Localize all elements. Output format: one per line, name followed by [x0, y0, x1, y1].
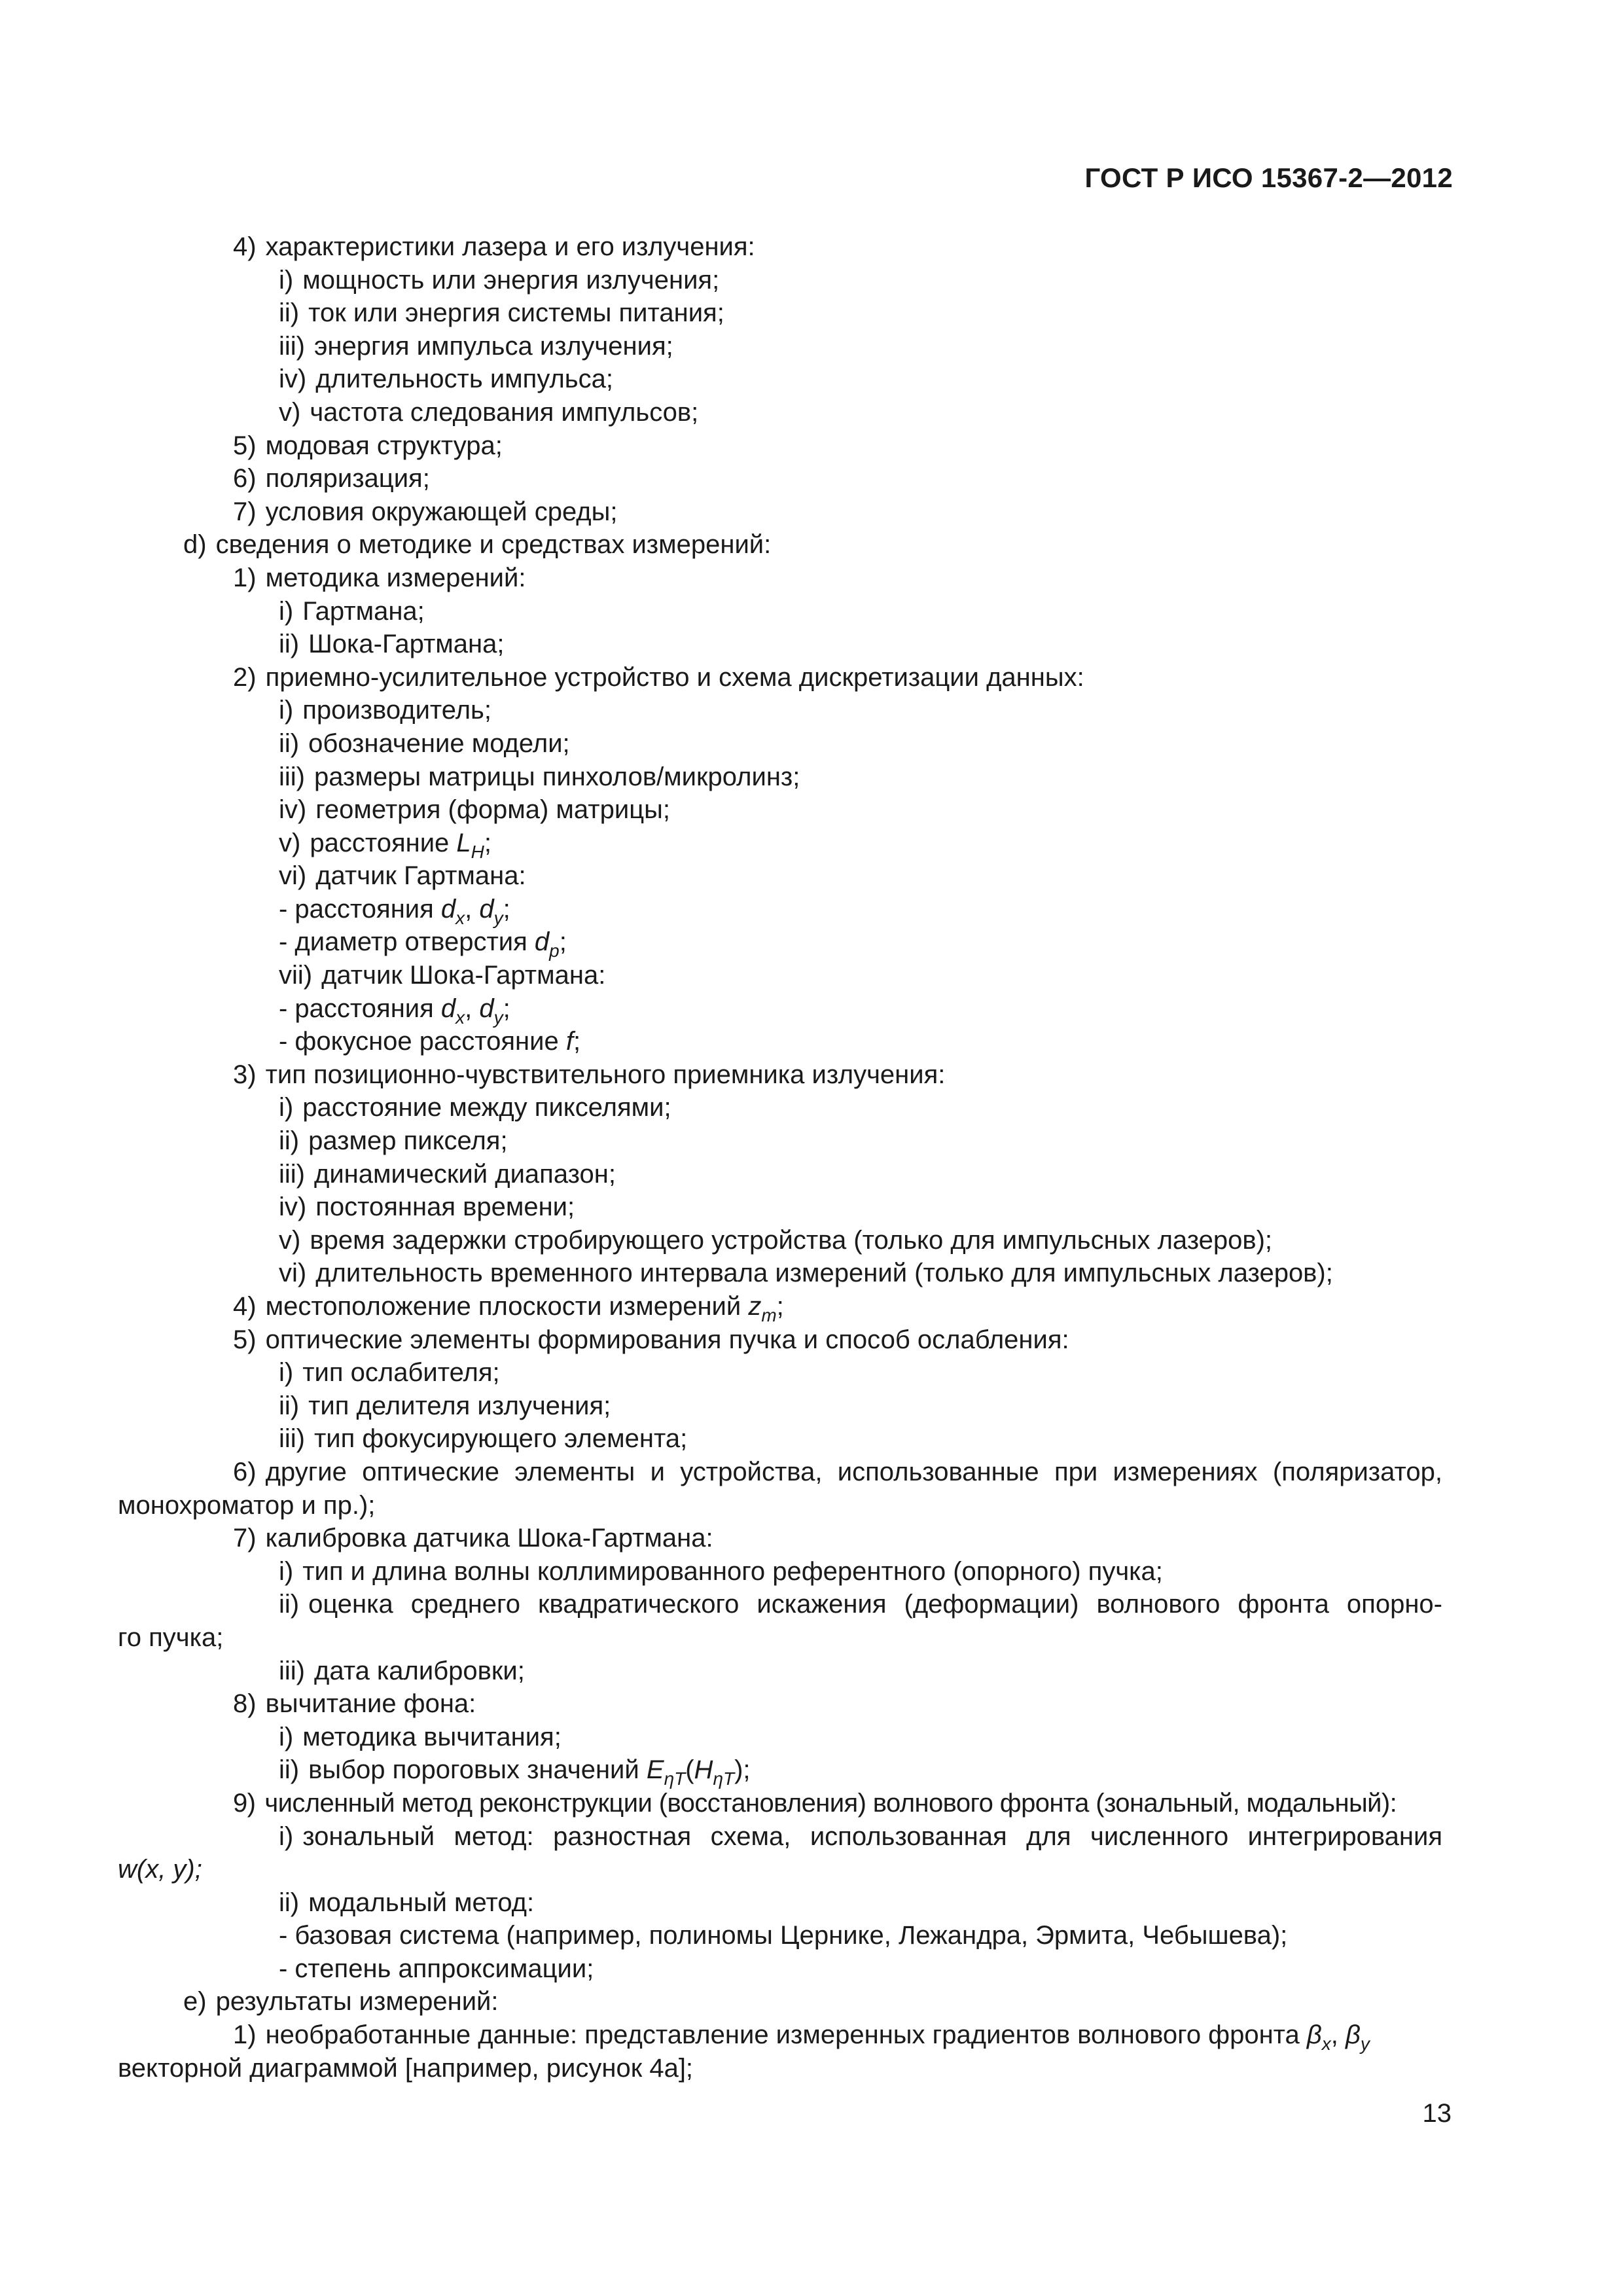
- list-item: 6) другие оптические элементы и устройства, использованные при измерениях (поляризатор,: [233, 1457, 1442, 1486]
- list-item: iii) дата калибровки;: [279, 1656, 525, 1685]
- list-item: 4) характеристики лазера и его излучения:: [233, 232, 755, 261]
- list-item: i) Гартмана;: [279, 596, 425, 626]
- list-item-continuation: монохроматор и пр.);: [118, 1490, 376, 1520]
- list-item: iii) тип фокусирующего элемента;: [279, 1424, 688, 1454]
- list-item: iv) длительность импульса;: [279, 365, 613, 394]
- list-item: 4) местоположение плоскости измерений $z_m$;: [233, 1292, 784, 1325]
- list-item: 1) необработанные данные: представление измеренных градиентов волнового фронта $\beta_x$, $\beta_y$: [233, 2020, 1370, 2054]
- list-item-continuation: w(x, y);: [118, 1855, 202, 1884]
- section-item: e) результаты измерений:: [183, 1987, 499, 2017]
- list-item: 8) вычитание фона:: [233, 1689, 476, 1719]
- list-item: - степень аппроксимации;: [279, 1954, 594, 1983]
- list-item: iii) размеры матрицы пинхолов/микролинз;: [279, 762, 800, 791]
- list-item: i) производитель;: [279, 696, 491, 725]
- list-item: 5) оптические элементы формирования пучка и способ ослабления:: [233, 1325, 1069, 1354]
- list-item: i) тип ослабителя;: [279, 1358, 500, 1388]
- list-item: i) тип и длина волны коллимированного референтного (опорного) пучка;: [279, 1556, 1163, 1586]
- list-item: - базовая система (например, полиномы Цернике, Лежандра, Эрмита, Чебышева);: [279, 1921, 1288, 1950]
- list-item: ii) оценка среднего квадратического искажения (деформации) волнового фронта опорно-: [279, 1590, 1442, 1619]
- list-item: 7) условия окружающей среды;: [233, 497, 618, 526]
- document-header: ГОСТ Р ИСО 15367-2—2012: [1084, 162, 1453, 193]
- list-item: 3) тип позиционно-чувствительного приемника излучения:: [233, 1060, 946, 1089]
- list-item: ii) обозначение модели;: [279, 728, 570, 758]
- list-item: 9) численный метод реконструкции (восстановления) волнового фронта (зональный, модальный):: [233, 1788, 1397, 1818]
- list-item: ii) тип делителя излучения;: [279, 1391, 611, 1420]
- list-item: - расстояния $d_x$, $d_y$;: [279, 994, 510, 1028]
- list-item: 2) приемно-усилительное устройство и схема дискретизации данных:: [233, 662, 1084, 692]
- list-item: v) расстояние $L_H$;: [279, 828, 492, 862]
- section-item: d) сведения о методике и средствах измерений:: [183, 530, 772, 560]
- list-item: vi) длительность временного интервала измерений (только для импульсных лазеров);: [279, 1259, 1333, 1288]
- list-item: vii) датчик Шока-Гартмана:: [279, 961, 606, 990]
- list-item: 6) поляризация;: [233, 464, 430, 493]
- list-item: iii) энергия импульса излучения;: [279, 331, 673, 361]
- page-number: 13: [1422, 2099, 1452, 2128]
- list-item: iv) геометрия (форма) матрицы;: [279, 795, 670, 825]
- list-item: i) методика вычитания;: [279, 1722, 562, 1751]
- list-item: - расстояния $d_x$, $d_y$;: [279, 894, 510, 928]
- list-item: ii) ток или энергия системы питания;: [279, 298, 724, 328]
- list-item-continuation: го пучка;: [118, 1623, 224, 1652]
- document-body: [118, 230, 1442, 2085]
- list-item: 7) калибровка датчика Шока-Гартмана:: [233, 1524, 713, 1553]
- list-item: v) время задержки стробирующего устройства (только для импульсных лазеров);: [279, 1225, 1273, 1255]
- list-item: 1) методика измерений:: [233, 563, 526, 592]
- list-item: ii) размер пикселя;: [279, 1126, 508, 1156]
- list-item: i) зональный метод: разностная схема, использованная для численного интегрирования: [279, 1821, 1442, 1851]
- list-item: vi) датчик Гартмана:: [279, 861, 526, 891]
- list-item: - фокусное расстояние f;: [279, 1027, 581, 1056]
- list-item: - диаметр отверстия $d_p$;: [279, 927, 567, 961]
- list-item: ii) модальный метод:: [279, 1888, 535, 1917]
- list-item: ii) Шока-Гартмана;: [279, 630, 505, 659]
- list-item: i) мощность или энергия излучения;: [279, 265, 720, 295]
- list-item-continuation: векторной диаграммой [например, рисунок 4a];: [118, 2053, 694, 2083]
- list-item: iii) динамический диапазон;: [279, 1159, 616, 1189]
- list-item: iv) постоянная времени;: [279, 1193, 575, 1222]
- list-item: i) расстояние между пикселями;: [279, 1093, 671, 1122]
- list-item: v) частота следования импульсов;: [279, 397, 699, 427]
- list-item: 5) модовая структура;: [233, 431, 503, 460]
- list-item: ii) выбор пороговых значений $E_{\eta T}(H_{\eta T})$;: [279, 1755, 751, 1789]
